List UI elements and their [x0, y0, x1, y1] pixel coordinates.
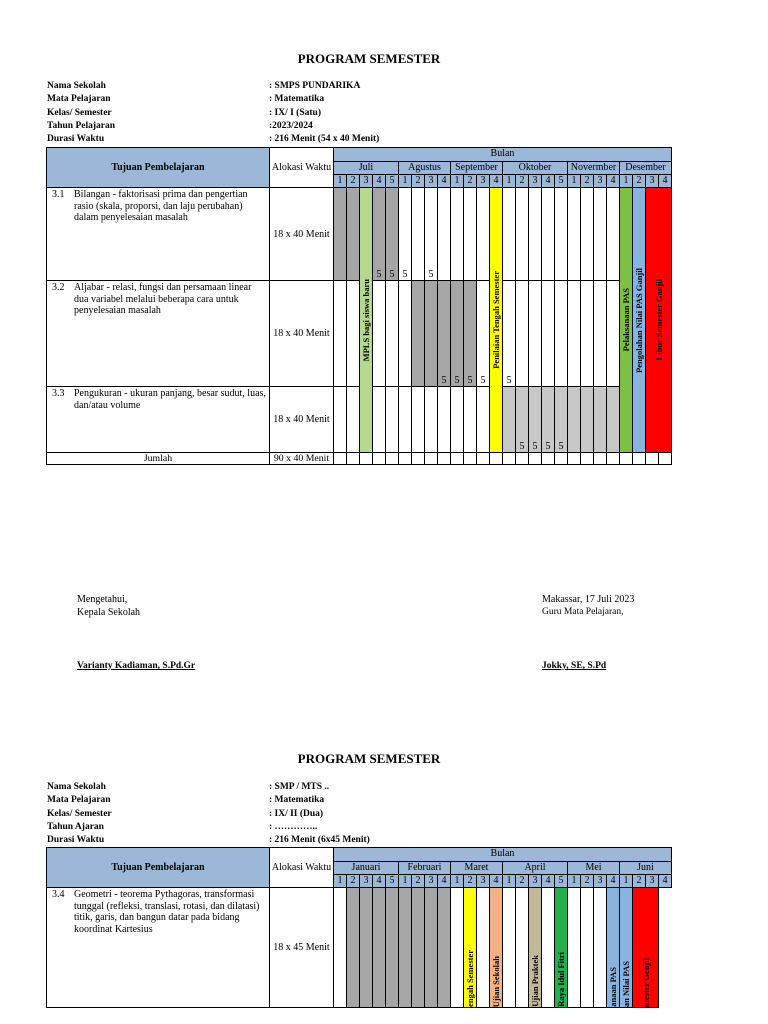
week-number: 1: [620, 175, 633, 188]
pas-event: [607, 888, 620, 1008]
week-number: 4: [659, 875, 672, 888]
month-header: Novermber: [568, 162, 620, 175]
total-cell: [464, 453, 477, 465]
ujian-sekolah-event: [490, 888, 503, 1008]
total-cell: [503, 453, 516, 465]
schedule-cell: [568, 888, 581, 1008]
schedule-cell: [334, 188, 347, 281]
row-number: 3.4: [52, 889, 65, 900]
schedule-cell: [347, 387, 360, 453]
week-number: 2: [633, 875, 646, 888]
schedule-cell: [412, 188, 425, 281]
doc2-title: PROGRAM SEMESTER: [297, 751, 441, 766]
header-bulan: Bulan: [334, 148, 672, 162]
month-header: April: [503, 862, 568, 875]
mpls-label: MPLS bagi siswa baru: [361, 278, 371, 362]
schedule-cell: 5: [542, 387, 555, 453]
schedule-cell: [542, 888, 555, 1008]
total-cell: [360, 453, 373, 465]
week-number: 4: [607, 175, 620, 188]
total-cell: [620, 453, 633, 465]
schedule-cell: [373, 281, 386, 387]
schedule-cell: [386, 281, 399, 387]
total-cell: [373, 453, 386, 465]
row-text: Bilangan - faktorisasi prima dan pengertian rasio (skala, proporsi, dan laju perubahan) dalam penyelesaian masalah: [74, 189, 248, 223]
week-number: 2: [347, 875, 360, 888]
schedule-cell: [581, 188, 594, 281]
total-cell: [581, 453, 594, 465]
pts-label: Penilaian Tengah Semester: [491, 271, 501, 369]
schedule-cell: 5: [425, 188, 438, 281]
week-number: 2: [464, 175, 477, 188]
schedule-cell: 5: [503, 281, 516, 387]
month-header: Januari: [334, 862, 399, 875]
schedule-cell: [607, 281, 620, 387]
schedule-cell: [399, 888, 412, 1008]
schedule-cell: [581, 387, 594, 453]
info-value: : 216 Menit (54 x 40 Menit): [269, 134, 380, 145]
week-number: 4: [438, 175, 451, 188]
week-number: 5: [386, 175, 399, 188]
month-header: Juni: [620, 862, 672, 875]
schedule-cell: [555, 281, 568, 387]
schedule-cell: [334, 281, 347, 387]
month-header: Februari: [399, 862, 451, 875]
schedule-cell: [425, 281, 438, 387]
schedule-cell: [581, 888, 594, 1008]
total-label: Jumlah: [47, 453, 270, 465]
total-cell: [646, 453, 659, 465]
doc1-info: [47, 80, 379, 146]
row-text: Aljabar - relasi, fungsi dan persamaan linear dua variabel melalui beberapa cara untuk penyelesaian masalah: [74, 282, 252, 316]
schedule-cell: [568, 188, 581, 281]
schedule-cell: [412, 387, 425, 453]
schedule-cell: [399, 281, 412, 387]
schedule-cell: [581, 281, 594, 387]
schedule-cell: [451, 888, 464, 1008]
info-label: Durasi Waktu: [47, 134, 105, 145]
week-number: 2: [581, 175, 594, 188]
schedule-cell: 5: [386, 188, 399, 281]
week-number: 5: [386, 875, 399, 888]
tujuan-row: [47, 188, 270, 281]
week-number: 4: [542, 175, 555, 188]
week-number: 3: [646, 875, 659, 888]
schedule-cell: [425, 387, 438, 453]
info-value: : IX/ II (Dua): [269, 808, 324, 819]
schedule-cell: [438, 387, 451, 453]
total-cell: [334, 453, 347, 465]
alokasi-value: 18 x 40 Menit: [270, 188, 334, 281]
ujian-praktek-label: Ujian Praktek: [530, 955, 540, 1007]
week-number: 1: [503, 875, 516, 888]
schedule-cell: [503, 888, 516, 1008]
week-number: 1: [399, 175, 412, 188]
total-cell: [529, 453, 542, 465]
schedule-cell: [373, 888, 386, 1008]
info-value: : …………..: [269, 821, 318, 832]
week-number: 4: [607, 875, 620, 888]
signature-left-line1: Mengetahui,: [77, 594, 128, 605]
schedule-cell: [477, 387, 490, 453]
month-header: September: [451, 162, 503, 175]
info-label: Tahun Ajaran: [47, 821, 104, 832]
week-number: 3: [360, 175, 373, 188]
schedule-cell: 5: [555, 387, 568, 453]
total-cell: [542, 453, 555, 465]
week-number: 3: [477, 175, 490, 188]
schedule-cell: 5: [464, 281, 477, 387]
alokasi-value: 18 x 45 Menit: [270, 888, 334, 1008]
pas-event: [620, 188, 633, 453]
week-number: 3: [646, 175, 659, 188]
row-number: 3.3: [52, 388, 65, 399]
schedule-cell: [542, 281, 555, 387]
schedule-cell: [451, 188, 464, 281]
week-number: 2: [581, 875, 594, 888]
info-label: Nama Sekolah: [47, 81, 106, 91]
schedule-cell: [516, 281, 529, 387]
month-header: Maret: [451, 862, 503, 875]
month-header: Juli: [334, 162, 399, 175]
week-number: 2: [516, 875, 529, 888]
total-cell: [412, 453, 425, 465]
total-cell: [451, 453, 464, 465]
row-number: 3.2: [52, 282, 65, 293]
schedule-cell: [412, 281, 425, 387]
schedule-cell: [568, 281, 581, 387]
info-value: : SMP / MTS ..: [269, 782, 330, 792]
alokasi-value: 18 x 40 Menit: [270, 387, 334, 453]
mpls-event: [360, 188, 373, 453]
schedule-cell: [386, 888, 399, 1008]
week-number: 4: [659, 175, 672, 188]
doc1-title: PROGRAM SEMESTER: [297, 51, 441, 66]
signature-left-line2: Kepala Sekolah: [77, 607, 141, 618]
ujian-sekolah-label: Ujian Sekolah: [491, 955, 501, 1007]
week-number: 1: [620, 875, 633, 888]
total-cell: [490, 453, 503, 465]
info-label: Kelas/ Semester: [47, 808, 112, 819]
week-number: 1: [503, 175, 516, 188]
schedule-cell: [516, 188, 529, 281]
pengolahan-label: an Nilai PAS: [621, 960, 631, 1007]
info-label: Tahun Pelajaran: [47, 120, 116, 131]
tujuan-row: [47, 281, 270, 387]
pts-event: [490, 188, 503, 453]
total-cell: [399, 453, 412, 465]
total-cell: [607, 453, 620, 465]
pengolahan-label: Pengolahan Nilai PAS Ganjil: [634, 267, 644, 373]
total-cell: [516, 453, 529, 465]
schedule-cell: [594, 888, 607, 1008]
schedule-cell: 5: [451, 281, 464, 387]
pas-label: anaan PAS: [608, 967, 618, 1007]
week-number: 4: [542, 875, 555, 888]
schedule-cell: [594, 188, 607, 281]
signature-left-name: Varianty Kadiaman, S.Pd.Gr: [77, 661, 196, 671]
header-tujuan: Tujuan Pembelajaran: [47, 148, 270, 188]
pts-event: [464, 888, 477, 1008]
month-header: Oktober: [503, 162, 568, 175]
pts-label: engah Semester: [465, 950, 475, 1007]
month-header: Mei: [568, 862, 620, 875]
week-number: 2: [412, 875, 425, 888]
pengolahan-event: [633, 188, 646, 453]
total-cell: [659, 453, 672, 465]
schedule-cell: [477, 888, 490, 1008]
schedule-cell: 5: [529, 387, 542, 453]
schedule-cell: [503, 387, 516, 453]
signature-right-name: Jokky, SE, S.Pd: [542, 661, 607, 671]
signature-right-line2: Guru Mata Pelajaran,: [542, 607, 624, 617]
schedule-cell: [373, 387, 386, 453]
week-number: 2: [347, 175, 360, 188]
alokasi-value: 18 x 40 Menit: [270, 281, 334, 387]
schedule-cell: [412, 888, 425, 1008]
schedule-cell: [451, 387, 464, 453]
week-number: 4: [438, 875, 451, 888]
schedule-cell: [347, 888, 360, 1008]
info-value: : Matematika: [269, 795, 325, 806]
libur-label: Libur Semester Ganjil: [653, 279, 664, 361]
schedule-cell: [334, 387, 347, 453]
week-number: 5: [555, 875, 568, 888]
schedule-cell: [503, 188, 516, 281]
pas-label: Pelaksanaan PAS: [621, 288, 631, 352]
schedule-cell: [334, 888, 347, 1008]
schedule-cell: [555, 188, 568, 281]
schedule-cell: [438, 188, 451, 281]
schedule-cell: [425, 888, 438, 1008]
schedule-cell: [438, 888, 451, 1008]
schedule-cell: 5: [516, 387, 529, 453]
total-cell: [386, 453, 399, 465]
pengolahan-event: [620, 888, 633, 1008]
week-number: 3: [594, 175, 607, 188]
header-tujuan: Tujuan Pembelajaran: [47, 848, 270, 888]
week-number: 2: [516, 175, 529, 188]
total-cell: [477, 453, 490, 465]
header-bulan: Bulan: [334, 848, 672, 862]
week-number: 5: [555, 175, 568, 188]
schedule-cell: [386, 387, 399, 453]
signature-right-line1: Makassar, 17 Juli 2023: [542, 594, 635, 605]
row-number: 3.1: [52, 189, 65, 200]
week-number: 3: [360, 875, 373, 888]
schedule-cell: [347, 188, 360, 281]
total-cell: [438, 453, 451, 465]
schedule-cell: [529, 188, 542, 281]
week-number: 2: [412, 175, 425, 188]
month-header: Desember: [620, 162, 672, 175]
schedule-cell: [607, 188, 620, 281]
schedule-cell: [347, 281, 360, 387]
schedule-cell: [594, 387, 607, 453]
doc1-schedule-table: [46, 147, 672, 465]
total-value: 90 x 40 Menit: [270, 453, 334, 465]
info-value: : SMPS PUNDARIKA: [269, 81, 361, 91]
schedule-cell: 5: [477, 281, 490, 387]
week-number: 1: [451, 875, 464, 888]
info-label: Mata Pelajaran: [47, 94, 111, 105]
libur-event: [633, 888, 659, 1008]
week-number: 4: [373, 875, 386, 888]
week-number: 1: [568, 875, 581, 888]
week-number: 1: [334, 175, 347, 188]
total-cell: [594, 453, 607, 465]
schedule-cell: [542, 188, 555, 281]
idul-fitri-event: [555, 888, 568, 1008]
week-number: 2: [633, 175, 646, 188]
total-cell: [555, 453, 568, 465]
week-number: 3: [594, 875, 607, 888]
total-cell: [425, 453, 438, 465]
week-number: 1: [568, 175, 581, 188]
info-label: Nama Sekolah: [47, 782, 106, 792]
schedule-cell: [477, 188, 490, 281]
schedule-cell: 5: [438, 281, 451, 387]
week-number: 3: [477, 875, 490, 888]
info-value: :2023/2024: [269, 120, 313, 131]
ujian-praktek-event: [529, 888, 542, 1008]
schedule-cell: [464, 387, 477, 453]
info-label: Kelas/ Semester: [47, 107, 112, 118]
libur-event: [646, 188, 672, 453]
schedule-cell: [594, 281, 607, 387]
schedule-cell: [399, 387, 412, 453]
schedule-cell: [607, 387, 620, 453]
week-number: 1: [334, 875, 347, 888]
row-text: Geometri - teorema Pythagoras, transformasi tunggal (refleksi, translasi, rotasi, dan dilatasi) titik, garis, dan bangun datar pada bidang koordinat Kartesius: [74, 889, 260, 935]
week-number: 3: [529, 175, 542, 188]
tujuan-row: [47, 888, 270, 1008]
schedule-cell: 5: [399, 188, 412, 281]
total-cell: [633, 453, 646, 465]
header-alokasi: Alokasi Waktu: [270, 848, 334, 888]
total-cell: [568, 453, 581, 465]
week-number: 1: [399, 875, 412, 888]
info-value: : Matematika: [269, 94, 325, 105]
idul-fitri-label: Raya Idul Fitri: [556, 952, 566, 1007]
week-number: 2: [464, 875, 477, 888]
info-value: : IX/ I (Satu): [269, 107, 321, 118]
row-text: Pengukuran - ukuran panjang, besar sudut, luas, dan/atau volume: [74, 388, 266, 411]
week-number: 4: [373, 175, 386, 188]
info-label: Mata Pelajaran: [47, 795, 111, 806]
tujuan-row: [47, 387, 270, 453]
week-number: 3: [425, 175, 438, 188]
week-number: 1: [451, 175, 464, 188]
month-header: Agustus: [399, 162, 451, 175]
week-number: 3: [425, 875, 438, 888]
doc2-info: [47, 781, 370, 847]
header-alokasi: Alokasi Waktu: [270, 148, 334, 188]
schedule-cell: [529, 281, 542, 387]
schedule-cell: 5: [373, 188, 386, 281]
signature-right: [542, 593, 634, 619]
info-value: : 216 Menit (6x45 Menit): [269, 835, 370, 846]
libur-label: mester Genjil: [640, 957, 651, 1007]
week-number: 3: [529, 875, 542, 888]
schedule-cell: [568, 387, 581, 453]
info-label: Durasi Waktu: [47, 835, 105, 846]
schedule-cell: [516, 888, 529, 1008]
week-number: 4: [490, 175, 503, 188]
week-number: 4: [490, 875, 503, 888]
total-cell: [347, 453, 360, 465]
signature-left: [77, 593, 140, 619]
doc2-schedule-table: [46, 847, 672, 1008]
schedule-cell: [464, 188, 477, 281]
schedule-cell: [360, 888, 373, 1008]
